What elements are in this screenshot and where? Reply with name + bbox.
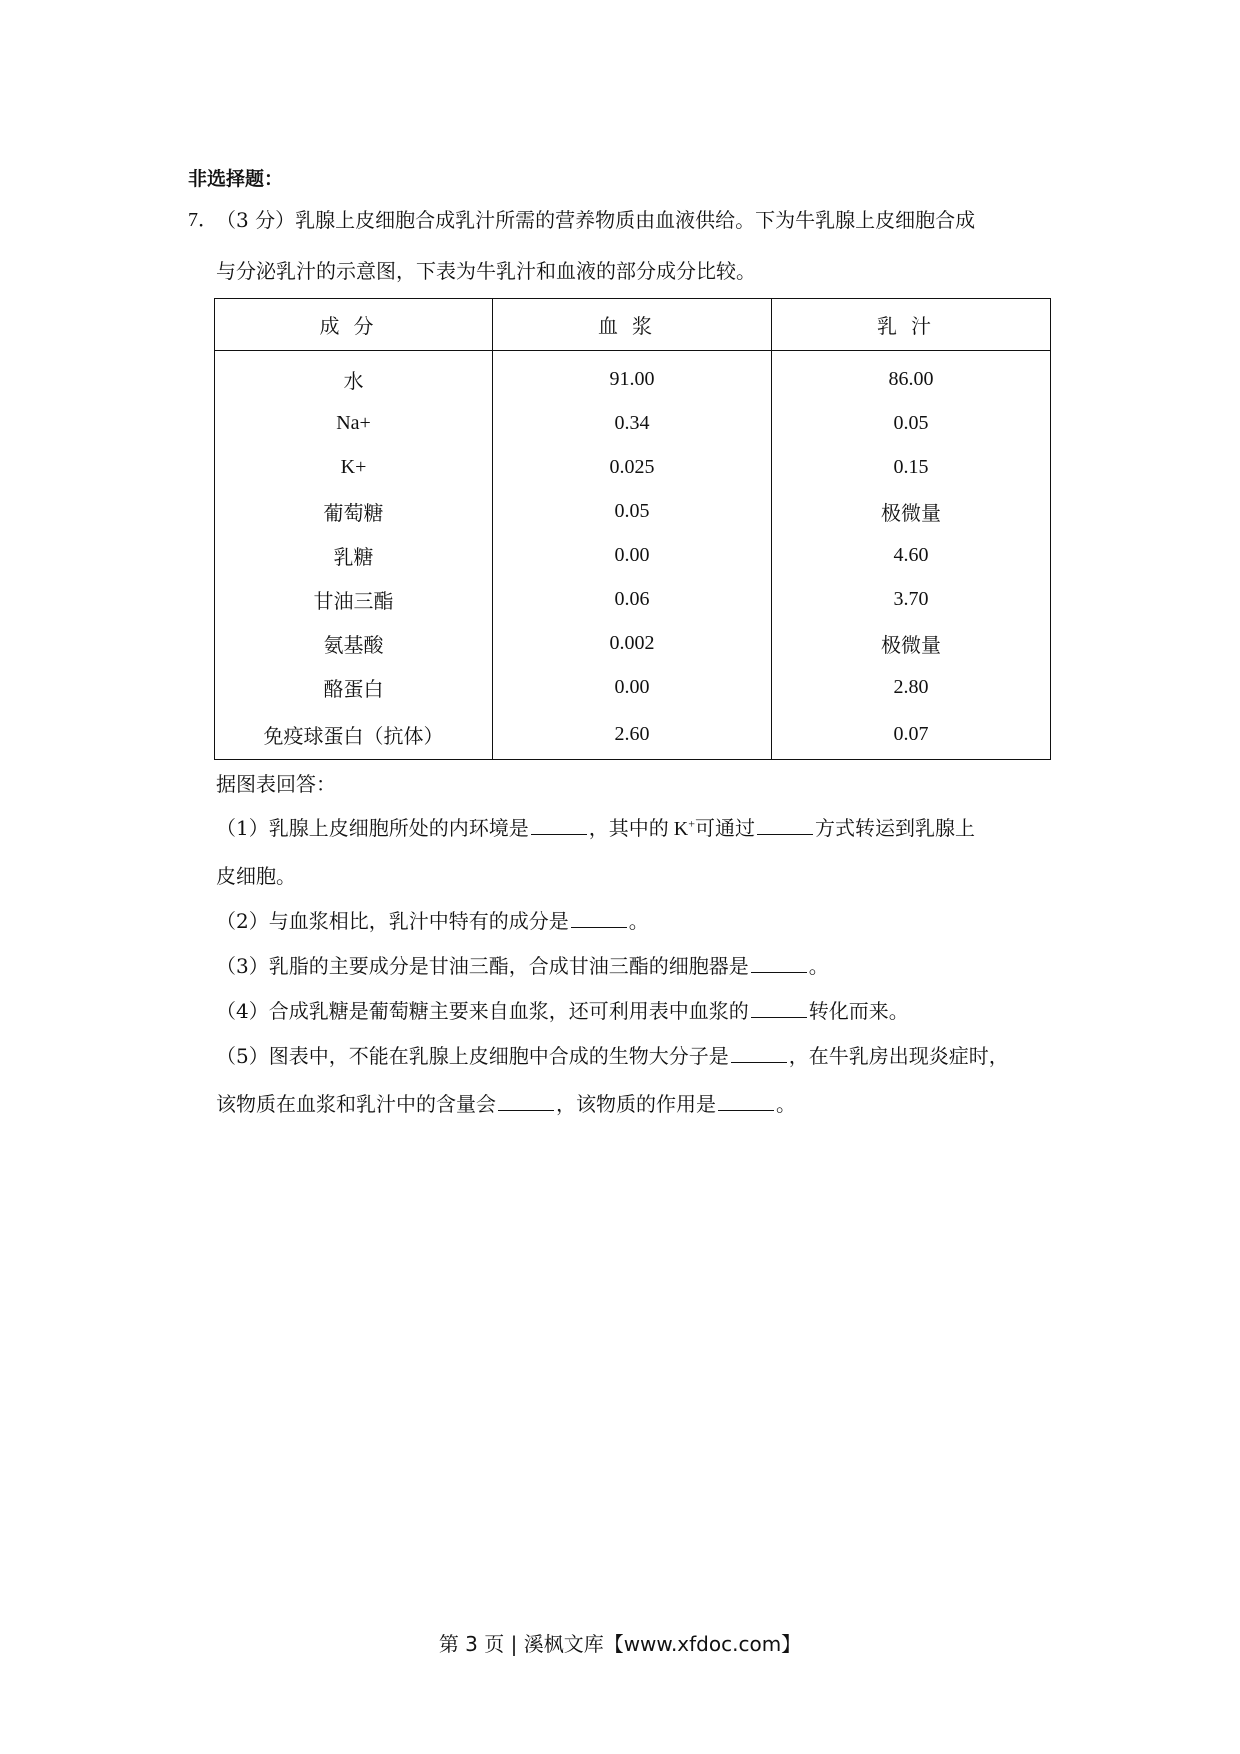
- table-cell-milk: 极微量: [772, 621, 1051, 665]
- table-cell-plasma: 0.00: [493, 533, 772, 577]
- table-cell-plasma: 0.06: [493, 577, 772, 621]
- table-cell-component: K+: [215, 445, 493, 489]
- sub-question-5-line-2: [216, 1090, 796, 1118]
- table-header-cell: 血浆: [493, 299, 772, 351]
- answer-blank[interactable]: [498, 1090, 554, 1111]
- table-cell-plasma: 91.00: [493, 351, 772, 402]
- table-row: [215, 445, 1051, 489]
- question-stem-line-1: （3 分）乳腺上皮细胞合成乳汁所需的营养物质由血液供给。下为牛乳腺上皮细胞合成: [216, 208, 976, 232]
- answer-blank[interactable]: [531, 814, 587, 835]
- sub-question-3: [216, 952, 829, 980]
- table-header-cell: 乳汁: [772, 299, 1051, 351]
- page-footer: 第 3 页 | 溪枫文库【www.xfdoc.com】: [438, 1632, 802, 1656]
- table-row: [215, 489, 1051, 533]
- section-heading: 非选择题：: [188, 168, 284, 190]
- table-cell-milk: 86.00: [772, 351, 1051, 402]
- table-cell-component: 甘油三酯: [215, 577, 493, 621]
- sub-question-3-text-a: （3）乳脂的主要成分是甘油三酯，合成甘油三酯的细胞器是: [216, 954, 749, 978]
- sub-question-2-text-a: （2）与血浆相比，乳汁中特有的成分是: [216, 909, 569, 933]
- question-number: 7．: [188, 209, 218, 231]
- sub-question-4-text-b: 转化而来。: [808, 999, 909, 1023]
- sub-question-4: [216, 997, 909, 1025]
- table-cell-milk: 0.05: [772, 401, 1051, 445]
- table-cell-component: 水: [215, 351, 493, 402]
- sub-question-5-text-c: 该物质在血浆和乳汁中的含量会: [216, 1092, 496, 1116]
- answer-blank[interactable]: [751, 997, 807, 1018]
- answer-blank[interactable]: [757, 814, 813, 835]
- sub-question-1-text-b: ，其中的 K: [588, 818, 689, 840]
- table-cell-milk: 0.07: [772, 709, 1051, 760]
- answer-intro: 据图表回答：: [216, 772, 336, 796]
- table-cell-plasma: 0.34: [493, 401, 772, 445]
- sub-question-1-text-a: （1）乳腺上皮细胞所处的内环境是: [216, 816, 529, 840]
- question-stem-line-2: 与分泌乳汁的示意图，下表为牛乳汁和血液的部分成分比较。: [216, 259, 756, 283]
- sub-question-5-text-d: ，该物质的作用是: [556, 1092, 716, 1116]
- table-cell-milk: 3.70: [772, 577, 1051, 621]
- table-cell-component: 氨基酸: [215, 621, 493, 665]
- table-row: [215, 621, 1051, 665]
- table-cell-milk: 0.15: [772, 445, 1051, 489]
- table-cell-component: 乳糖: [215, 533, 493, 577]
- sub-question-1-text-d: 方式转运到乳腺上: [814, 816, 975, 840]
- sub-question-1-superscript: +: [688, 816, 695, 831]
- sub-question-2-text-b: 。: [628, 909, 649, 933]
- answer-blank[interactable]: [571, 907, 627, 928]
- table-cell-plasma: 0.025: [493, 445, 772, 489]
- table-row: [215, 665, 1051, 709]
- table-row: [215, 401, 1051, 445]
- sub-question-1-text-c: 可通过: [694, 816, 755, 840]
- table-cell-component: Na+: [215, 401, 493, 445]
- table-cell-plasma: 0.002: [493, 621, 772, 665]
- answer-blank[interactable]: [731, 1042, 787, 1063]
- sub-question-1-line-1: [216, 814, 975, 843]
- sub-question-5-text-a: （5）图表中，不能在乳腺上皮细胞中合成的生物大分子是: [216, 1044, 729, 1068]
- table-header-row: [215, 299, 1051, 351]
- answer-blank[interactable]: [718, 1090, 774, 1111]
- table-cell-milk: 极微量: [772, 489, 1051, 533]
- table-cell-plasma: 0.00: [493, 665, 772, 709]
- table-cell-component: 葡萄糖: [215, 489, 493, 533]
- table-row: [215, 709, 1051, 760]
- table-cell-milk: 2.80: [772, 665, 1051, 709]
- sub-question-5-text-e: 。: [776, 1092, 796, 1116]
- composition-table: [214, 298, 1051, 760]
- table-cell-component: 免疫球蛋白（抗体）: [215, 709, 493, 760]
- table-cell-milk: 4.60: [772, 533, 1051, 577]
- table-row: [215, 533, 1051, 577]
- table-row: [215, 577, 1051, 621]
- table-header-cell: 成分: [215, 299, 493, 351]
- table-row: [215, 351, 1051, 402]
- table-cell-component: 酪蛋白: [215, 665, 493, 709]
- table-cell-plasma: 2.60: [493, 709, 772, 760]
- sub-question-4-text-a: （4）合成乳糖是葡萄糖主要来自血浆，还可利用表中血浆的: [216, 999, 749, 1023]
- sub-question-3-text-b: 。: [808, 954, 829, 978]
- answer-blank[interactable]: [751, 952, 807, 973]
- sub-question-5-text-b: ，在牛乳房出现炎症时，: [788, 1044, 1009, 1068]
- sub-question-1-line-2: 皮细胞。: [216, 864, 296, 888]
- table-cell-plasma: 0.05: [493, 489, 772, 533]
- sub-question-5-line-1: [216, 1042, 1009, 1070]
- sub-question-2: [216, 907, 649, 935]
